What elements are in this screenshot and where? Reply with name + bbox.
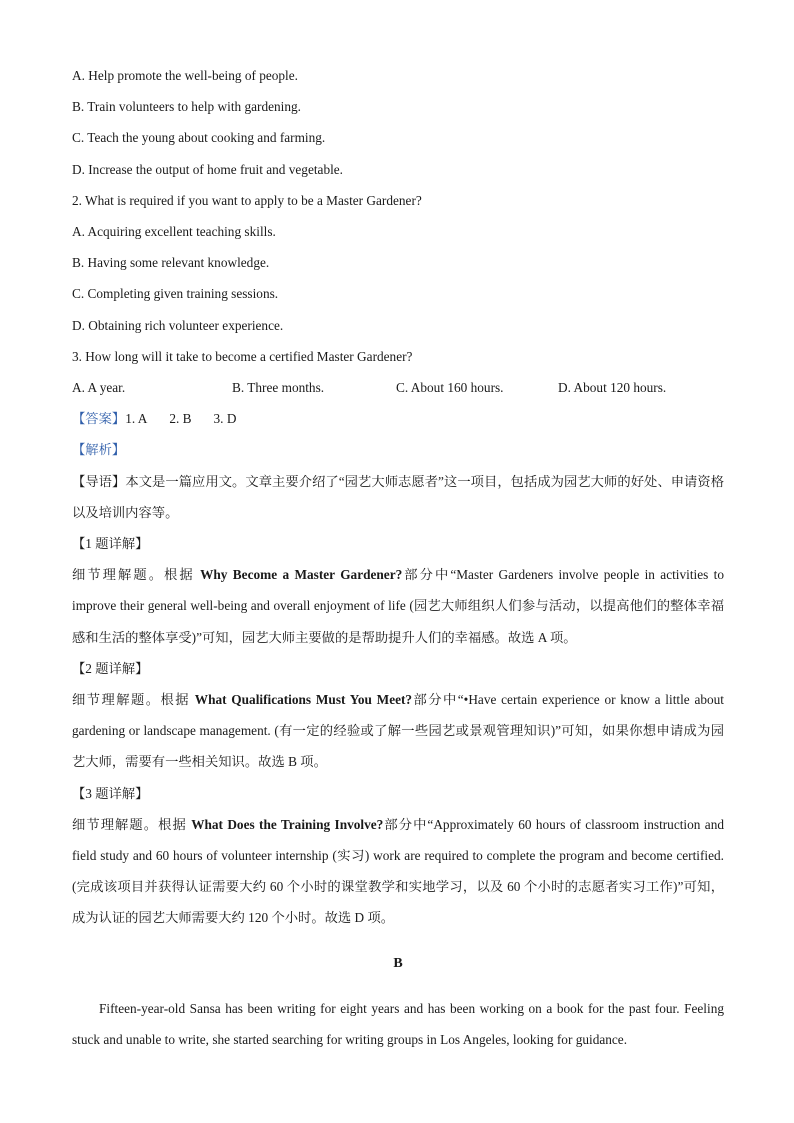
answer-row [72, 403, 724, 434]
detail2-paragraph [72, 684, 724, 778]
q2-option-b: B. Having some relevant knowledge. [72, 255, 270, 271]
detail2-label: 【2 题详解】 [72, 660, 149, 676]
answer-1: 1. A [125, 411, 148, 427]
detail2-text: 部分中“•Have certain experience or know a little about gardening or landscape management. (有一定的经验或了解一些园艺或景观管理知识)”可知，如果你想申请成为园艺大师，需要有一些相关知识。故选 B 项。 [72, 692, 724, 770]
detail1-pre: 细节理解题。根据 [72, 567, 201, 583]
detail3-label: 【3 题详解】 [72, 785, 149, 801]
analysis-label: 【解析】 [72, 442, 126, 458]
detail3-heading: What Does the Training Involve? [191, 816, 384, 832]
detail1-label: 【1 题详解】 [72, 536, 149, 552]
q3-question: 3. How long will it take to become a certified Master Gardener? [72, 348, 413, 364]
detail1-paragraph [72, 559, 724, 653]
q2-option-d: D. Obtaining rich volunteer experience. [72, 317, 284, 333]
guide-label: 【导语】 [72, 473, 126, 489]
guide-text: 本文是一篇应用文。文章主要介绍了“园艺大师志愿者”这一项目，包括成为园艺大师的好处、申请资格以及培训内容等。 [72, 473, 725, 520]
section-b-title: B [393, 955, 403, 971]
q1-option-c: C. Teach the young about cooking and farming. [72, 130, 326, 146]
answer-label: 【答案】 [72, 411, 126, 427]
answer-2: 2. B [169, 411, 192, 427]
document-page [72, 60, 724, 1055]
detail1-text: 部分中“Master Gardeners involve people in activities to improve their general well-being and overall enjoyment of life (园艺大师组织人们参与活动，以提高他们的整体幸福感和生活的整体享受)”可知，园艺大师主要做的是帮助提升人们的幸福感。故选 A 项。 [72, 567, 725, 645]
q3-option-c: C. About 160 hours. [396, 380, 504, 396]
q2-question: 2. What is required if you want to apply to be a Master Gardener? [72, 192, 422, 208]
detail3-paragraph [72, 809, 724, 934]
q3-options [72, 372, 724, 403]
detail1-heading: Why Become a Master Gardener? [200, 567, 403, 583]
q1-option-a: A. Help promote the well-being of people. [72, 68, 298, 83]
detail3-text: 部分中“Approximately 60 hours of classroom instruction and field study and 60 hours of volunteer internship (实习) work are required to complete the program and become certified. (完成该项目并获得认证需要大约 60 个小时的课堂教学和实地学习，以及 60 个小时的志愿者实习工作)”可知，成为认证的园艺大师需要大约 120 个小时。故选 D 项。 [72, 816, 724, 926]
q1-option-d: D. Increase the output of home fruit and vegetable. [72, 161, 344, 177]
q1-option-b: B. Train volunteers to help with gardening. [72, 99, 301, 115]
detail3-pre: 细节理解题。根据 [72, 816, 192, 832]
answer-3: 3. D [213, 411, 237, 427]
q2-option-c: C. Completing given training sessions. [72, 286, 279, 302]
q3-option-b: B. Three months. [232, 380, 325, 396]
q2-option-a: A. Acquiring excellent teaching skills. [72, 224, 276, 240]
detail2-pre: 细节理解题。根据 [72, 692, 195, 708]
guide-paragraph [72, 466, 724, 528]
section-b-paragraph: Fifteen-year-old Sansa has been writing for eight years and has been working on a book for the past four. Feeling stuck and unable to write, she started searching for writing groups in Los Angeles, looking for guidance. [72, 1000, 724, 1048]
detail2-heading: What Qualifications Must You Meet? [194, 692, 413, 708]
q3-option-a: A. A year. [72, 380, 126, 396]
q3-option-d: D. About 120 hours. [558, 380, 667, 396]
